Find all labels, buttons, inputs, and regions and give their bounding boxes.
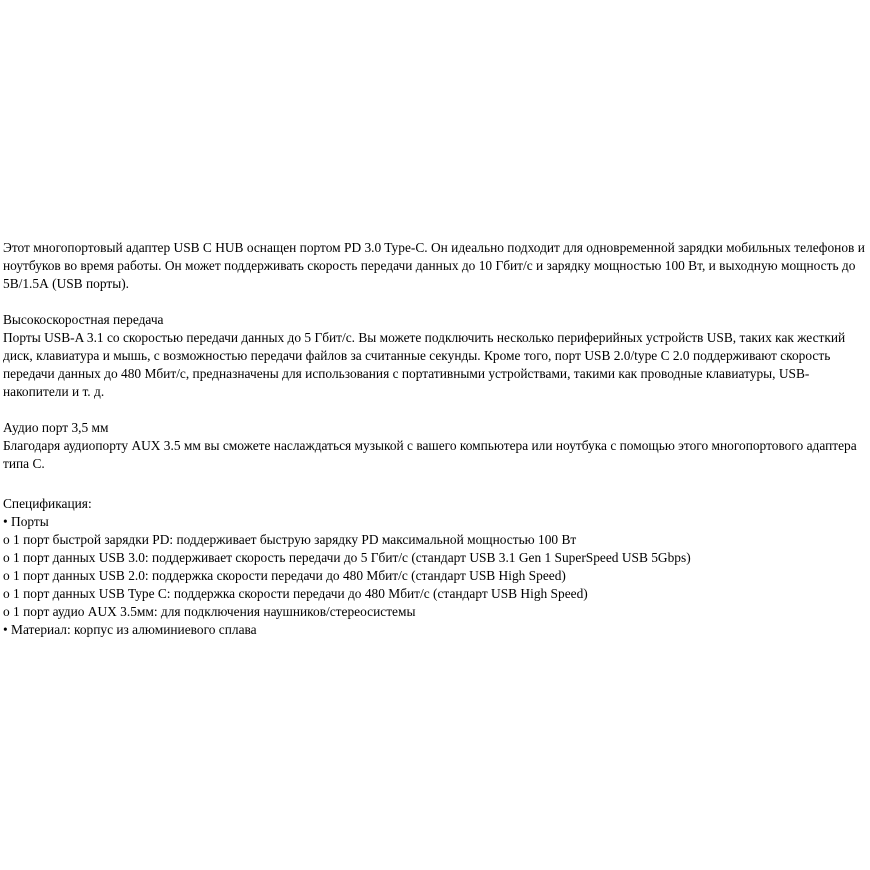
spec-heading: Спецификация: — [3, 496, 92, 511]
spacer — [3, 473, 865, 495]
spec-list-item: o 1 порт данных USB Type C: поддержка скорости передачи до 480 Мбит/с (стандарт USB High Speed) — [3, 586, 588, 601]
intro-paragraph: Этот многопортовый адаптер USB C HUB оснащен портом PD 3.0 Type-C. Он идеально подходит для одновременной зарядки мобильных телефонов и ноутбуков во время работы. Он может поддерживать скорость передачи данных до 10 Гбит/с и зарядку мощностью 100 Вт, и выходную мощность до 5В/1.5А (USB порты). — [3, 240, 865, 291]
spec-list-item: o 1 порт быстрой зарядки PD: поддерживает быструю зарядку PD максимальной мощностью 100 Вт — [3, 532, 577, 547]
spec-list-item: o 1 порт данных USB 3.0: поддерживает скорость передачи до 5 Гбит/с (стандарт USB 3.1 Gen 1 SuperSpeed USB 5Gbps) — [3, 550, 691, 565]
spacer — [3, 293, 865, 311]
document-body — [3, 239, 865, 639]
audio-heading: Аудио порт 3,5 мм — [3, 420, 109, 435]
spec-material: • Материал: корпус из алюминиевого сплава — [3, 622, 257, 637]
spec-ports-label: • Порты — [3, 514, 49, 529]
audio-paragraph: Благодаря аудиопорту AUX 3.5 мм вы сможете наслаждаться музыкой с вашего компьютера или ноутбука с помощью этого многопортового адаптера типа С. — [3, 438, 857, 471]
spacer — [3, 401, 865, 419]
high-speed-paragraph: Порты USB-A 3.1 со скоростью передачи данных до 5 Гбит/с. Вы можете подключить несколько периферийных устройств USB, таких как жесткий диск, клавиатура и мышь, с возможностью передачи файлов за считанные секунды. Кроме того, порт USB 2.0/type C 2.0 поддерживают скорость передачи данных до 480 Мбит/с, предназначены для использования с портативными устройствами, такими как проводные клавиатуры, USB-накопители и т. д. — [3, 330, 846, 399]
spec-list-item: o 1 порт аудио AUX 3.5мм: для подключения наушников/стереосистемы — [3, 604, 416, 619]
high-speed-heading: Высокоскоростная передача — [3, 312, 164, 327]
spec-list-item: o 1 порт данных USB 2.0: поддержка скорости передачи до 480 Мбит/с (стандарт USB High Speed) — [3, 568, 566, 583]
